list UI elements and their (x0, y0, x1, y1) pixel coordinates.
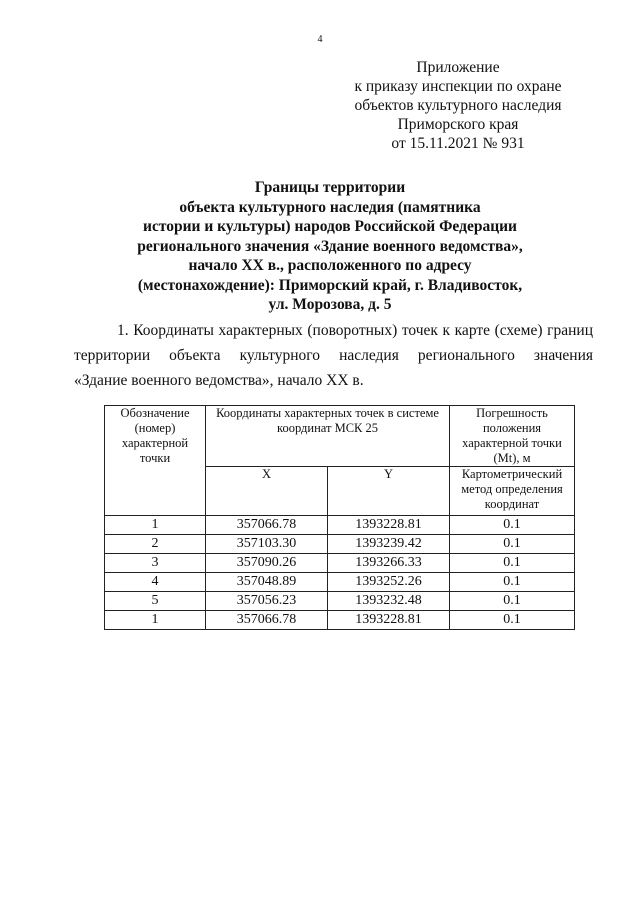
appendix-line: Приморского края (397, 116, 519, 133)
table-row (105, 535, 575, 554)
document-title (90, 178, 570, 315)
point-cell: 5 (105, 592, 206, 611)
table-row (105, 516, 575, 535)
paragraph-line: «Здание военного ведомства», начало XX в. (74, 372, 364, 389)
paragraph-line: территории объекта культурного наследия регионального значения (74, 347, 593, 364)
appendix-line: к приказу инспекции по охране (354, 78, 562, 95)
title-line: Границы территории (254, 179, 406, 196)
appendix-line: Приложение (416, 59, 500, 76)
mt-cell: 0.1 (450, 592, 575, 611)
appendix-line: от 15.11.2021 № 931 (391, 135, 525, 152)
paragraph-line: 1. Координаты характерных (поворотных) точек к карте (схеме) границ (117, 322, 593, 339)
x-cell: 357066.78 (206, 516, 328, 535)
title-line: истории и культуры) народов Российской Федерации (143, 218, 517, 235)
header-error-label: Погрешность положения характерной точки (Mt), м (450, 406, 575, 467)
table-row (105, 611, 575, 630)
y-cell: 1393228.81 (328, 611, 450, 630)
mt-cell: 0.1 (450, 535, 575, 554)
x-cell: 357056.23 (206, 592, 328, 611)
y-cell: 1393252.26 (328, 573, 450, 592)
x-cell: 357103.30 (206, 535, 328, 554)
x-cell: 357066.78 (206, 611, 328, 630)
table-row (105, 573, 575, 592)
y-cell: 1393228.81 (328, 516, 450, 535)
title-line: (местонахождение): Приморский край, г. Владивосток, (137, 276, 523, 294)
title-line: ул. Морозова, д. 5 (268, 296, 392, 313)
appendix-block (342, 58, 574, 153)
title-line: регионального значения «Здание военного ведомства», (137, 237, 523, 255)
body-paragraph (74, 318, 593, 393)
header-x-label: X (206, 467, 328, 516)
table-header-row (105, 406, 575, 467)
header-y-label: Y (328, 467, 450, 516)
x-cell: 357048.89 (206, 573, 328, 592)
table-row (105, 592, 575, 611)
mt-cell: 0.1 (450, 554, 575, 573)
header-point-label: Обозначение (номер) характерной точки (105, 406, 206, 516)
x-cell: 357090.26 (206, 554, 328, 573)
coordinates-table (104, 405, 575, 630)
point-cell: 2 (105, 535, 206, 554)
header-method-label: Картометрический метод определения координат (450, 467, 575, 516)
page-number: 4 (317, 34, 323, 45)
point-cell: 3 (105, 554, 206, 573)
mt-cell: 0.1 (450, 516, 575, 535)
appendix-line: объектов культурного наследия (354, 97, 562, 114)
y-cell: 1393239.42 (328, 535, 450, 554)
y-cell: 1393232.48 (328, 592, 450, 611)
point-cell: 1 (105, 516, 206, 535)
point-cell: 4 (105, 573, 206, 592)
y-cell: 1393266.33 (328, 554, 450, 573)
header-coordinates-label: Координаты характерных точек в системе координат МСК 25 (206, 406, 450, 467)
table-row (105, 554, 575, 573)
point-cell: 1 (105, 611, 206, 630)
mt-cell: 0.1 (450, 611, 575, 630)
title-line: начало XX в., расположенного по адресу (188, 257, 472, 274)
mt-cell: 0.1 (450, 573, 575, 592)
title-line: объекта культурного наследия (памятника (179, 198, 481, 216)
